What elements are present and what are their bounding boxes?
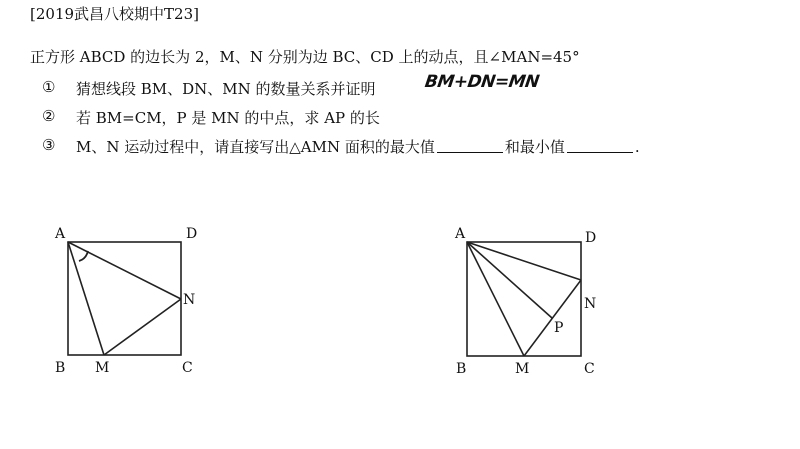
question-1-number: ① (42, 78, 56, 96)
label-c-1: C (182, 360, 193, 376)
question-3-text-c: . (634, 138, 640, 156)
segment-mn-2 (524, 280, 581, 356)
label-p-2: P (554, 320, 564, 336)
question-1-text: 猜想线段 BM、DN、MN 的数量关系并证明 (76, 80, 376, 98)
label-c-2: C (584, 361, 595, 377)
figure-2 (467, 242, 581, 356)
segment-an-1 (68, 242, 181, 299)
question-2-number: ② (42, 107, 56, 125)
label-b-2: B (456, 361, 467, 377)
label-a-2: A (455, 226, 466, 242)
angle-mark-man (79, 251, 88, 261)
figure-1 (68, 242, 181, 355)
label-n-1: N (183, 292, 196, 308)
question-3-text-b: 和最小值 (504, 138, 565, 156)
segment-mn-1 (104, 299, 181, 355)
label-a-1: A (55, 226, 66, 242)
figure-1-labels (54, 226, 197, 376)
segment-am-2 (467, 242, 524, 356)
problem-intro: 正方形 ABCD 的边长为 2，M、N 分别为边 BC、CD 上的动点，且∠MAN=45° (30, 48, 580, 66)
source-tag: [2019武昌八校期中T23] (30, 5, 199, 23)
label-n-2: N (584, 296, 597, 312)
square-abcd-2 (467, 242, 581, 356)
handwritten-answer: BM+DN=MN (423, 72, 541, 92)
label-d-2: D (585, 230, 597, 246)
question-3-number: ③ (42, 136, 56, 154)
label-m-1: M (95, 360, 110, 376)
label-m-2: M (515, 361, 530, 377)
question-3-text-a: M、N 运动过程中，请直接写出△AMN 面积的最大值 (76, 138, 435, 156)
segment-am-1 (68, 242, 104, 355)
segment-an-2 (467, 242, 581, 280)
label-b-1: B (55, 360, 66, 376)
label-d-1: D (186, 226, 198, 242)
question-2-text: 若 BM=CM，P 是 MN 的中点，求 AP 的长 (76, 109, 380, 127)
square-abcd-1 (68, 242, 181, 355)
segment-ap-2 (467, 242, 552, 318)
